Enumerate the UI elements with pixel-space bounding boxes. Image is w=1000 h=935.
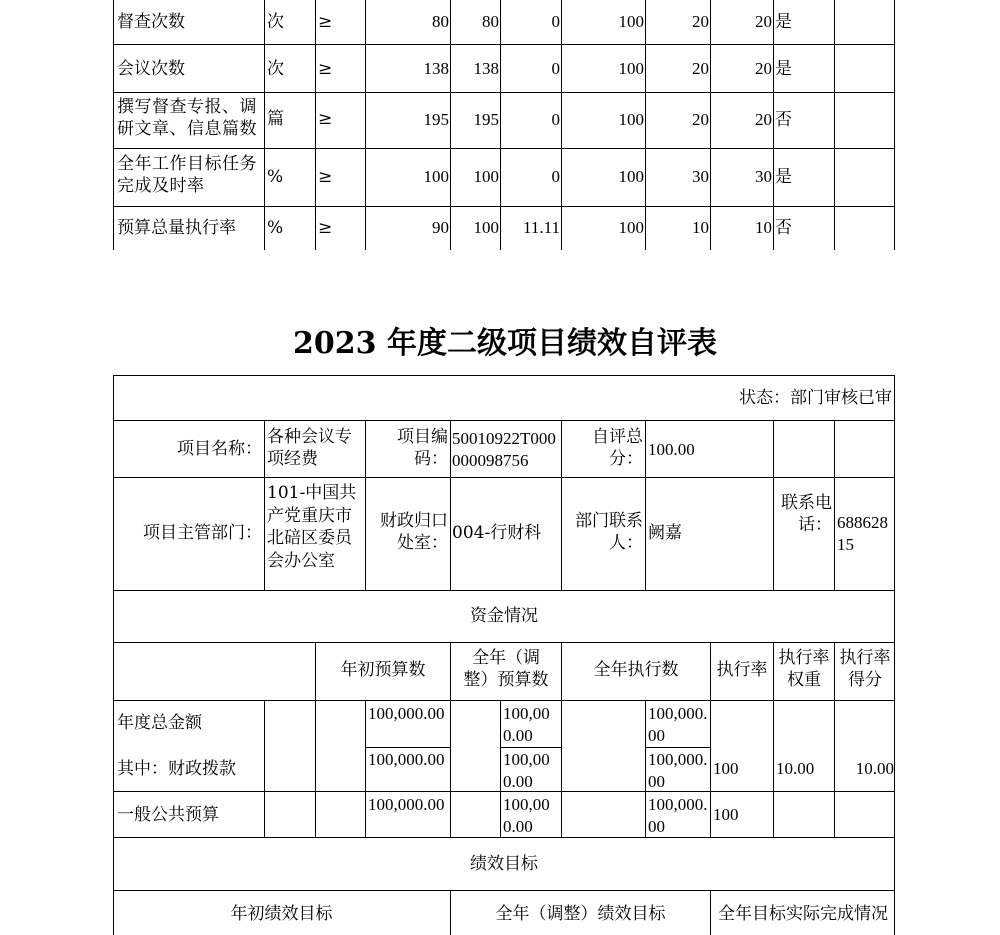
status-text: 状态：部门审核已审 xyxy=(739,388,892,408)
contact-person-value: 阙嘉 xyxy=(648,523,682,543)
funds-executed: 100,000.00 xyxy=(648,704,708,745)
department-value: 101-中国共产党重庆市北碚区委员会办公室 xyxy=(267,483,357,571)
col-executed: 全年执行数 xyxy=(593,660,679,680)
contact-person-label: 部门联系人： xyxy=(575,511,643,553)
col-actual-completion: 全年目标实际完成情况 xyxy=(718,904,888,924)
indicator-actual: 195 xyxy=(473,110,499,129)
col-exec-rate-score: 执行率得分 xyxy=(839,648,891,690)
funds-executed: 100,000.00 xyxy=(648,795,708,836)
indicator-full-score: 100 xyxy=(618,59,644,78)
funds-exec-rate: 100 xyxy=(713,805,739,824)
indicator-deviation: 0 xyxy=(551,167,560,186)
self-score-label: 自评总分： xyxy=(592,427,643,469)
indicator-weight: 10 xyxy=(692,218,709,237)
col-initial-perf-goal: 年初绩效目标 xyxy=(230,904,333,924)
finance-office-value: 004-行财科 xyxy=(452,523,542,543)
indicator-operator: ≥ xyxy=(318,218,333,238)
indicator-actual: 80 xyxy=(482,12,499,31)
col-adjusted-perf-goal: 全年（调整）绩效目标 xyxy=(495,904,666,924)
perf-section-header: 绩效目标 xyxy=(470,854,538,874)
indicator-weight: 20 xyxy=(692,12,709,31)
indicator-name: 预算总量执行率 xyxy=(117,218,236,238)
indicator-weight: 20 xyxy=(692,110,709,129)
indicator-deviation: 11.11 xyxy=(523,218,560,237)
indicator-name: 会议次数 xyxy=(117,59,185,79)
project-code-label: 项目编码： xyxy=(397,427,448,469)
funds-exec-score: 10.00 xyxy=(855,759,894,778)
indicator-unit: 篇 xyxy=(267,109,284,129)
indicator-operator: ≥ xyxy=(318,167,333,187)
funds-section-header: 资金情况 xyxy=(470,606,538,626)
funds-row-label: 年度总金额 xyxy=(117,713,202,733)
finance-office-label: 财政归口处室： xyxy=(380,511,448,553)
indicator-full-score: 100 xyxy=(618,110,644,129)
indicator-weight: 20 xyxy=(692,59,709,78)
funds-executed: 100,000.00 xyxy=(648,750,708,791)
indicator-name: 全年工作目标任务完成及时率 xyxy=(117,154,257,196)
funds-initial: 100,000.00 xyxy=(368,704,445,723)
indicator-score: 10 xyxy=(755,218,772,237)
indicator-unit: % xyxy=(267,167,284,187)
indicator-actual: 138 xyxy=(473,59,499,78)
indicator-operator: ≥ xyxy=(318,109,333,129)
page-title: 2023 年度二级项目绩效自评表 xyxy=(293,326,717,361)
funds-row-label: 其中：财政拨款 xyxy=(117,759,236,779)
funds-adjusted: 100,000.00 xyxy=(503,795,550,836)
indicator-target: 100 xyxy=(423,167,449,186)
indicator-full-score: 100 xyxy=(618,12,644,31)
indicator-achieved: 是 xyxy=(775,12,792,32)
phone-value: 68862815 xyxy=(837,513,888,554)
indicator-unit: 次 xyxy=(267,59,284,79)
department-label: 项目主管部门： xyxy=(143,523,262,543)
funds-adjusted: 100,000.00 xyxy=(503,704,550,745)
funds-initial: 100,000.00 xyxy=(368,750,445,769)
col-adjusted-budget: 全年（调整）预算数 xyxy=(463,648,549,690)
phone-label: 联系电话： xyxy=(781,493,832,535)
indicator-target: 195 xyxy=(423,110,449,129)
col-initial-budget: 年初预算数 xyxy=(340,660,426,680)
indicator-actual: 100 xyxy=(473,218,499,237)
indicator-score: 20 xyxy=(755,59,772,78)
indicator-full-score: 100 xyxy=(618,218,644,237)
project-name-value: 各种会议专项经费 xyxy=(267,427,352,469)
indicator-unit: 次 xyxy=(267,12,284,32)
indicator-target: 90 xyxy=(432,218,449,237)
indicator-operator: ≥ xyxy=(318,12,333,32)
indicator-achieved: 否 xyxy=(775,218,792,238)
indicator-deviation: 0 xyxy=(551,110,560,129)
self-score-value: 100.00 xyxy=(648,440,695,459)
indicator-name: 督查次数 xyxy=(117,12,185,32)
indicator-weight: 30 xyxy=(692,167,709,186)
indicator-full-score: 100 xyxy=(618,167,644,186)
project-name-label: 项目名称： xyxy=(177,439,262,459)
funds-row-label: 一般公共预算 xyxy=(117,805,219,825)
indicator-actual: 100 xyxy=(473,167,499,186)
funds-exec-rate: 100 xyxy=(713,759,739,778)
indicator-score: 20 xyxy=(755,110,772,129)
indicator-achieved: 是 xyxy=(775,167,792,187)
indicator-target: 80 xyxy=(432,12,449,31)
funds-adjusted: 100,000.00 xyxy=(503,750,550,791)
funds-exec-weight: 10.00 xyxy=(776,759,815,778)
col-exec-rate: 执行率 xyxy=(716,660,768,680)
indicator-achieved: 是 xyxy=(775,59,792,79)
indicator-deviation: 0 xyxy=(551,59,560,78)
funds-initial: 100,000.00 xyxy=(368,795,445,814)
indicator-deviation: 0 xyxy=(551,12,560,31)
indicator-target: 138 xyxy=(423,59,449,78)
indicator-score: 20 xyxy=(755,12,772,31)
col-exec-rate-weight: 执行率权重 xyxy=(778,648,830,690)
indicator-achieved: 否 xyxy=(775,110,792,130)
indicator-operator: ≥ xyxy=(318,59,333,79)
indicator-score: 30 xyxy=(755,167,772,186)
indicator-name: 撰写督查专报、调研文章、信息篇数 xyxy=(117,97,257,139)
project-code-value: 50010922T000000098756 xyxy=(452,429,556,470)
indicator-unit: % xyxy=(267,218,284,238)
